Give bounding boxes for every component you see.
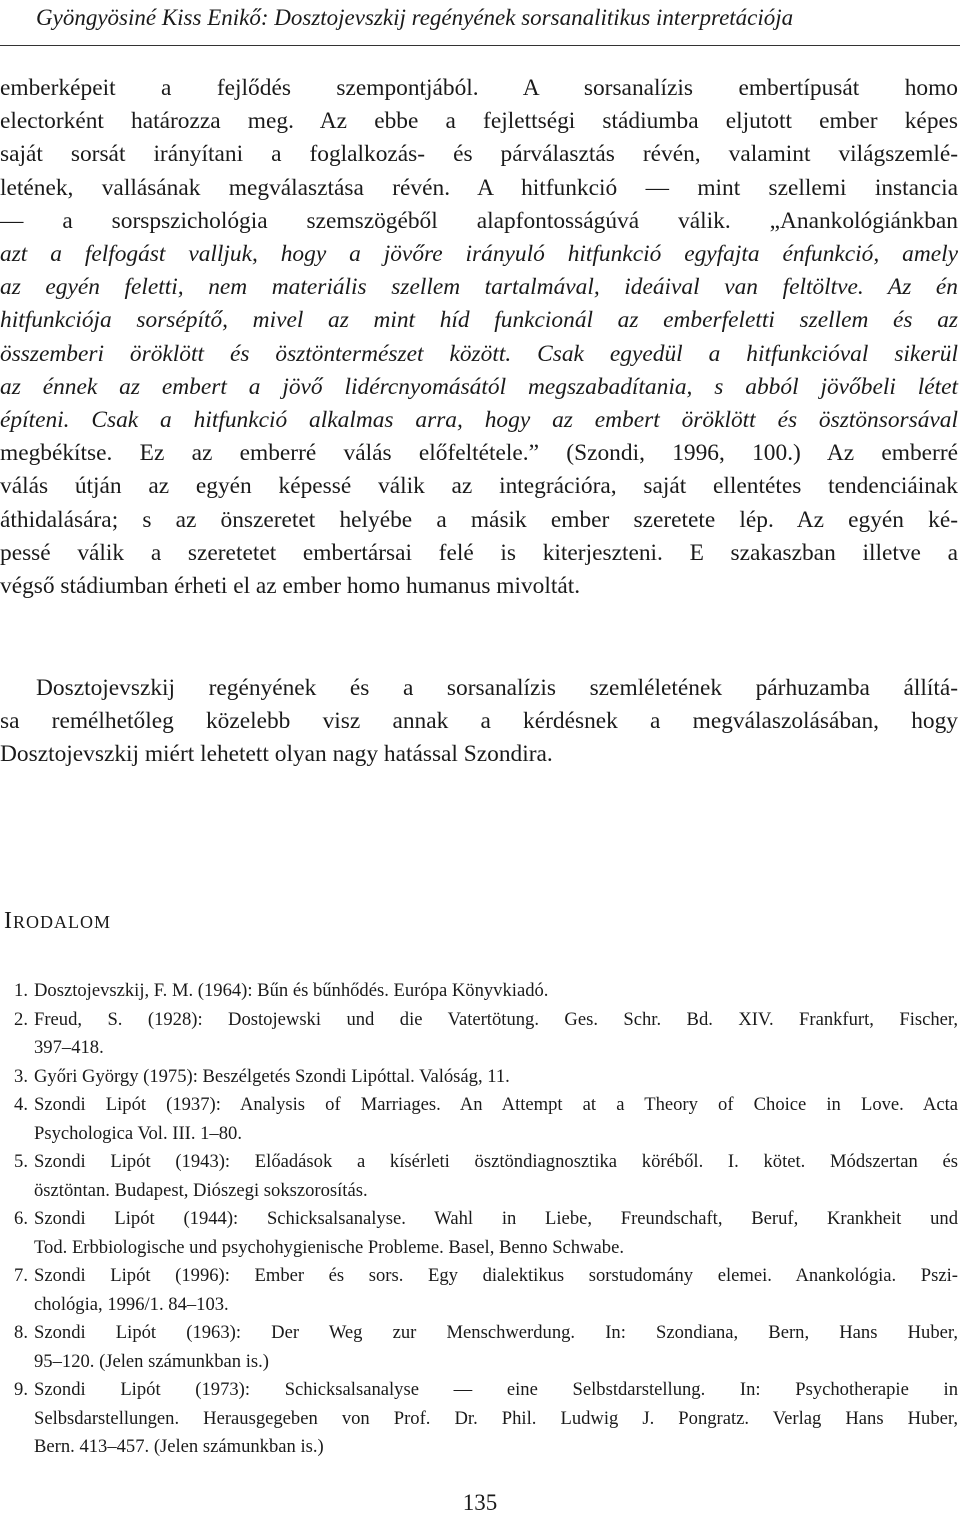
reference-item [0,1091,958,1148]
reference-line: 397–418. [34,1037,104,1058]
text-line-italic: összemberi öröklött és ösztöntermészet között. Csak egyedül a hitfunkcióval sikerül [0,340,958,367]
reference-item [0,1148,958,1205]
reference-line: Freud, S. (1928): Dostojewski und die Vatertötung. Ges. Schr. Bd. XIV. Frankfurt, Fischer, [34,1008,958,1030]
text-line: pessé válik a szeretetet embertársai felé is kiterjeszteni. E szakaszban illetve a [0,539,958,566]
text-line: végső stádiumban érheti el az ember homo humanus mivoltát. [0,573,581,600]
reference-item [0,1319,958,1376]
reference-line: 95–120. (Jelen számunkban is.) [34,1350,269,1372]
text-line: emberképeit a fejlődés szempontjából. A sorsanalízis embertípusát homo [0,75,958,101]
reference-line: Győri György (1975): Beszélgetés Szondi Lipóttal. Valóság, 11. [34,1065,510,1087]
reference-line: Szondi Lipót (1944): Schicksalsanalyse. Wahl in Liebe, Freundschaft, Beruf, Krankheit und [34,1208,958,1229]
reference-line: Psychologica Vol. III. 1–80. [34,1122,242,1144]
text-line: — a sorspszichológia szemszögéből alapfontosságúvá válik. „Anankológiánkban [0,207,958,234]
reference-number: 1. [14,980,28,1001]
reference-number: 2. [14,1008,28,1030]
text-line: megbékítse. Ez az emberré válás előfeltétele.” (Szondi, 1996, 100.) Az emberré [0,440,958,467]
reference-line: Dosztojevszkij, F. M. (1964): Bűn és bűnhődés. Európa Könyvkiadó. [34,980,549,1001]
text-line: letének, vallásának megválasztása révén. A hitfunkció — mint szellemi instancia [0,174,958,201]
reference-number: 4. [14,1094,28,1115]
reference-item [0,977,958,1006]
reference-line: chológia, 1996/1. 84–103. [34,1293,229,1315]
reference-line: Szondi Lipót (1973): Schicksalsanalyse — eine Selbstdarstellung. In: Psychotherapie in [34,1379,958,1400]
reference-line: Szondi Lipót (1943): Előadások a kísérleti ösztöndiagnosztika köréből. I. kötet. Módszertan és [34,1151,958,1172]
reference-item [0,1063,958,1092]
references-heading: IRODALOM [4,908,112,934]
reference-line: Szondi Lipót (1963): Der Weg zur Menschwerdung. In: Szondiana, Bern, Hans Huber, [34,1322,958,1343]
reference-number: 5. [14,1151,28,1172]
text-line-italic: építeni. Csak a hitfunkció alkalmas arra, hogy az embert öröklött és ösztönsorsával [0,407,958,434]
paragraph-2 [0,672,958,772]
reference-line: Selbsdarstellungen. Herausgegeben von Prof. Dr. Phil. Ludwig J. Pongratz. Verlag Hans Huber, [34,1407,958,1429]
reference-number: 9. [14,1379,28,1400]
reference-line: Bern. 413–457. (Jelen számunkban is.) [34,1436,324,1457]
reference-line: ösztöntan. Budapest, Diószegi sokszorosítás. [34,1179,368,1201]
text-line: áthidalására; s az önszeretet helyébe a másik ember szeretete lép. Az egyén ké- [0,506,958,533]
reference-number: 3. [14,1065,28,1087]
reference-item [0,1006,958,1063]
reference-line: Szondi Lipót (1996): Ember és sors. Egy dialektikus sorstudomány elemei. Anankológia. Pszi- [34,1265,958,1286]
reference-line: Tod. Erbbiologische und psychohygienische Probleme. Basel, Benno Schwabe. [34,1236,624,1258]
reference-item [0,1205,958,1262]
reference-number: 6. [14,1208,28,1229]
text-line-italic: az egyén feletti, nem materiális szellem tartalmával, ideáival van feltöltve. Az én [0,274,958,301]
reference-item [0,1262,958,1319]
reference-list [0,977,958,1462]
text-line: válás útján az egyén képessé válik az integrációra, saját ellentétes tendenciáinak [0,473,958,500]
text-line: saját sorsát irányítani a foglalkozás- és párválasztás révén, valamint világszemlé- [0,141,958,168]
text-line: electorként határozza meg. Az ebbe a fejlettségi stádiumba eljutott ember képes [0,108,958,135]
text-line-italic: hitfunkciója sorsépítő, mivel az mint híd funkcionál az emberfeletti szellem és az [0,307,958,334]
paragraph-1 [0,72,958,603]
page-number: 135 [462,1490,498,1515]
text-line: Dosztojevszkij miért lehetett olyan nagy hatással Szondira. [0,741,553,768]
text-line: sa remélhetőleg közelebb visz annak a kérdésnek a megválaszolásában, hogy [0,708,958,735]
running-head: Gyöngyösiné Kiss Enikő: Dosztojevszkij regényének sorsanalitikus interpretációja [0,0,960,46]
text-line-italic: az énnek az embert a jövő lidércnyomásától megszabadítania, s abból jövőbeli létet [0,373,958,400]
text-line-italic: azt a felfogást valljuk, hogy a jövőre irányuló hitfunkció egyfajta énfunkció, amely [0,241,958,268]
reference-line: Szondi Lipót (1937): Analysis of Marriages. An Attempt at a Theory of Choice in Love. Acta [34,1094,958,1115]
reference-number: 8. [14,1322,28,1343]
reference-number: 7. [14,1265,28,1286]
text-line: Dosztojevszkij regényének és a sorsanalízis szemléletének párhuzamba állítá- [36,675,958,701]
reference-item [0,1376,958,1462]
